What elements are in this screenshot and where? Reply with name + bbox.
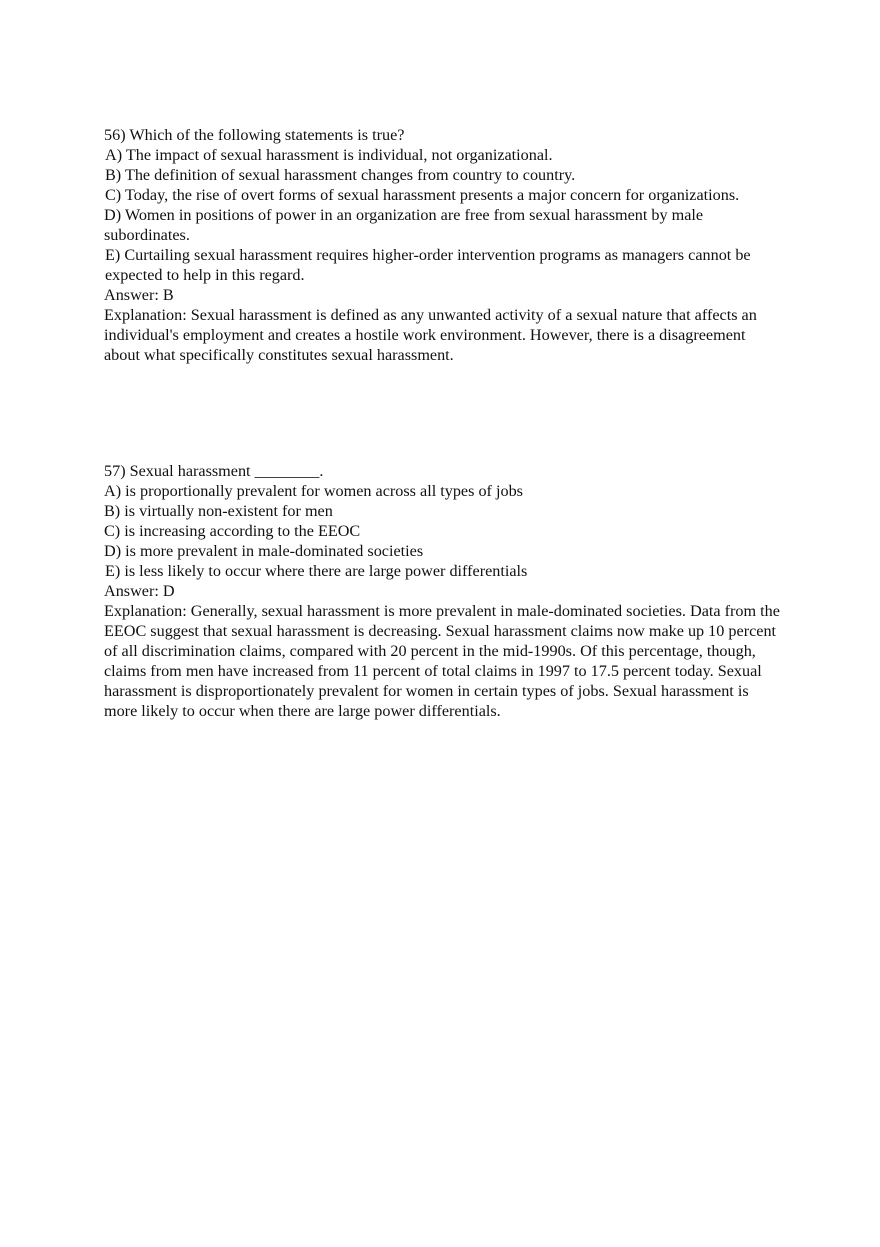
option-a: A) The impact of sexual harassment is individual, not organizational. — [105, 146, 553, 164]
option-c: C) is increasing according to the EEOC — [104, 522, 361, 540]
answer: Answer: B — [104, 286, 174, 304]
question-stem: 57) Sexual harassment ________. — [104, 462, 324, 480]
question-57 — [104, 461, 784, 721]
option-e: E) Curtailing sexual harassment requires higher-order intervention programs as managers cannot be expected to help in this regard. — [105, 246, 751, 284]
question-56 — [104, 125, 784, 365]
option-d: D) Women in positions of power in an organization are free from sexual harassment by male subordinates. — [104, 206, 704, 244]
option-a: A) is proportionally prevalent for women across all types of jobs — [104, 482, 523, 500]
option-e: E) is less likely to occur where there are large power differentials — [105, 562, 528, 580]
option-d: D) is more prevalent in male-dominated societies — [104, 542, 424, 560]
option-b: B) The definition of sexual harassment changes from country to country. — [105, 166, 576, 184]
explanation: Explanation: Sexual harassment is defined as any unwanted activity of a sexual nature that affects an individual's employment and creates a hostile work environment. However, there is a disagreement about what specifically constitutes sexual harassment. — [104, 306, 757, 364]
answer: Answer: D — [104, 582, 175, 600]
explanation: Explanation: Generally, sexual harassment is more prevalent in male-dominated societies. Data from the EEOC suggest that sexual harassment is decreasing. Sexual harassment claims now make up 10 percent of all discrimination claims, compared with 20 percent in the mid-1990s. Of this percentage, though, claims from men have increased from 11 percent of total claims in 1997 to 17.5 percent today. Sexual harassment is disproportionately prevalent for women in certain types of jobs. Sexual harassment is more likely to occur when there are large power differentials. — [104, 602, 780, 720]
option-b: B) is virtually non-existent for men — [104, 502, 333, 520]
question-stem: 56) Which of the following statements is true? — [104, 126, 405, 144]
option-c: C) Today, the rise of overt forms of sexual harassment presents a major concern for organizations. — [105, 186, 740, 204]
